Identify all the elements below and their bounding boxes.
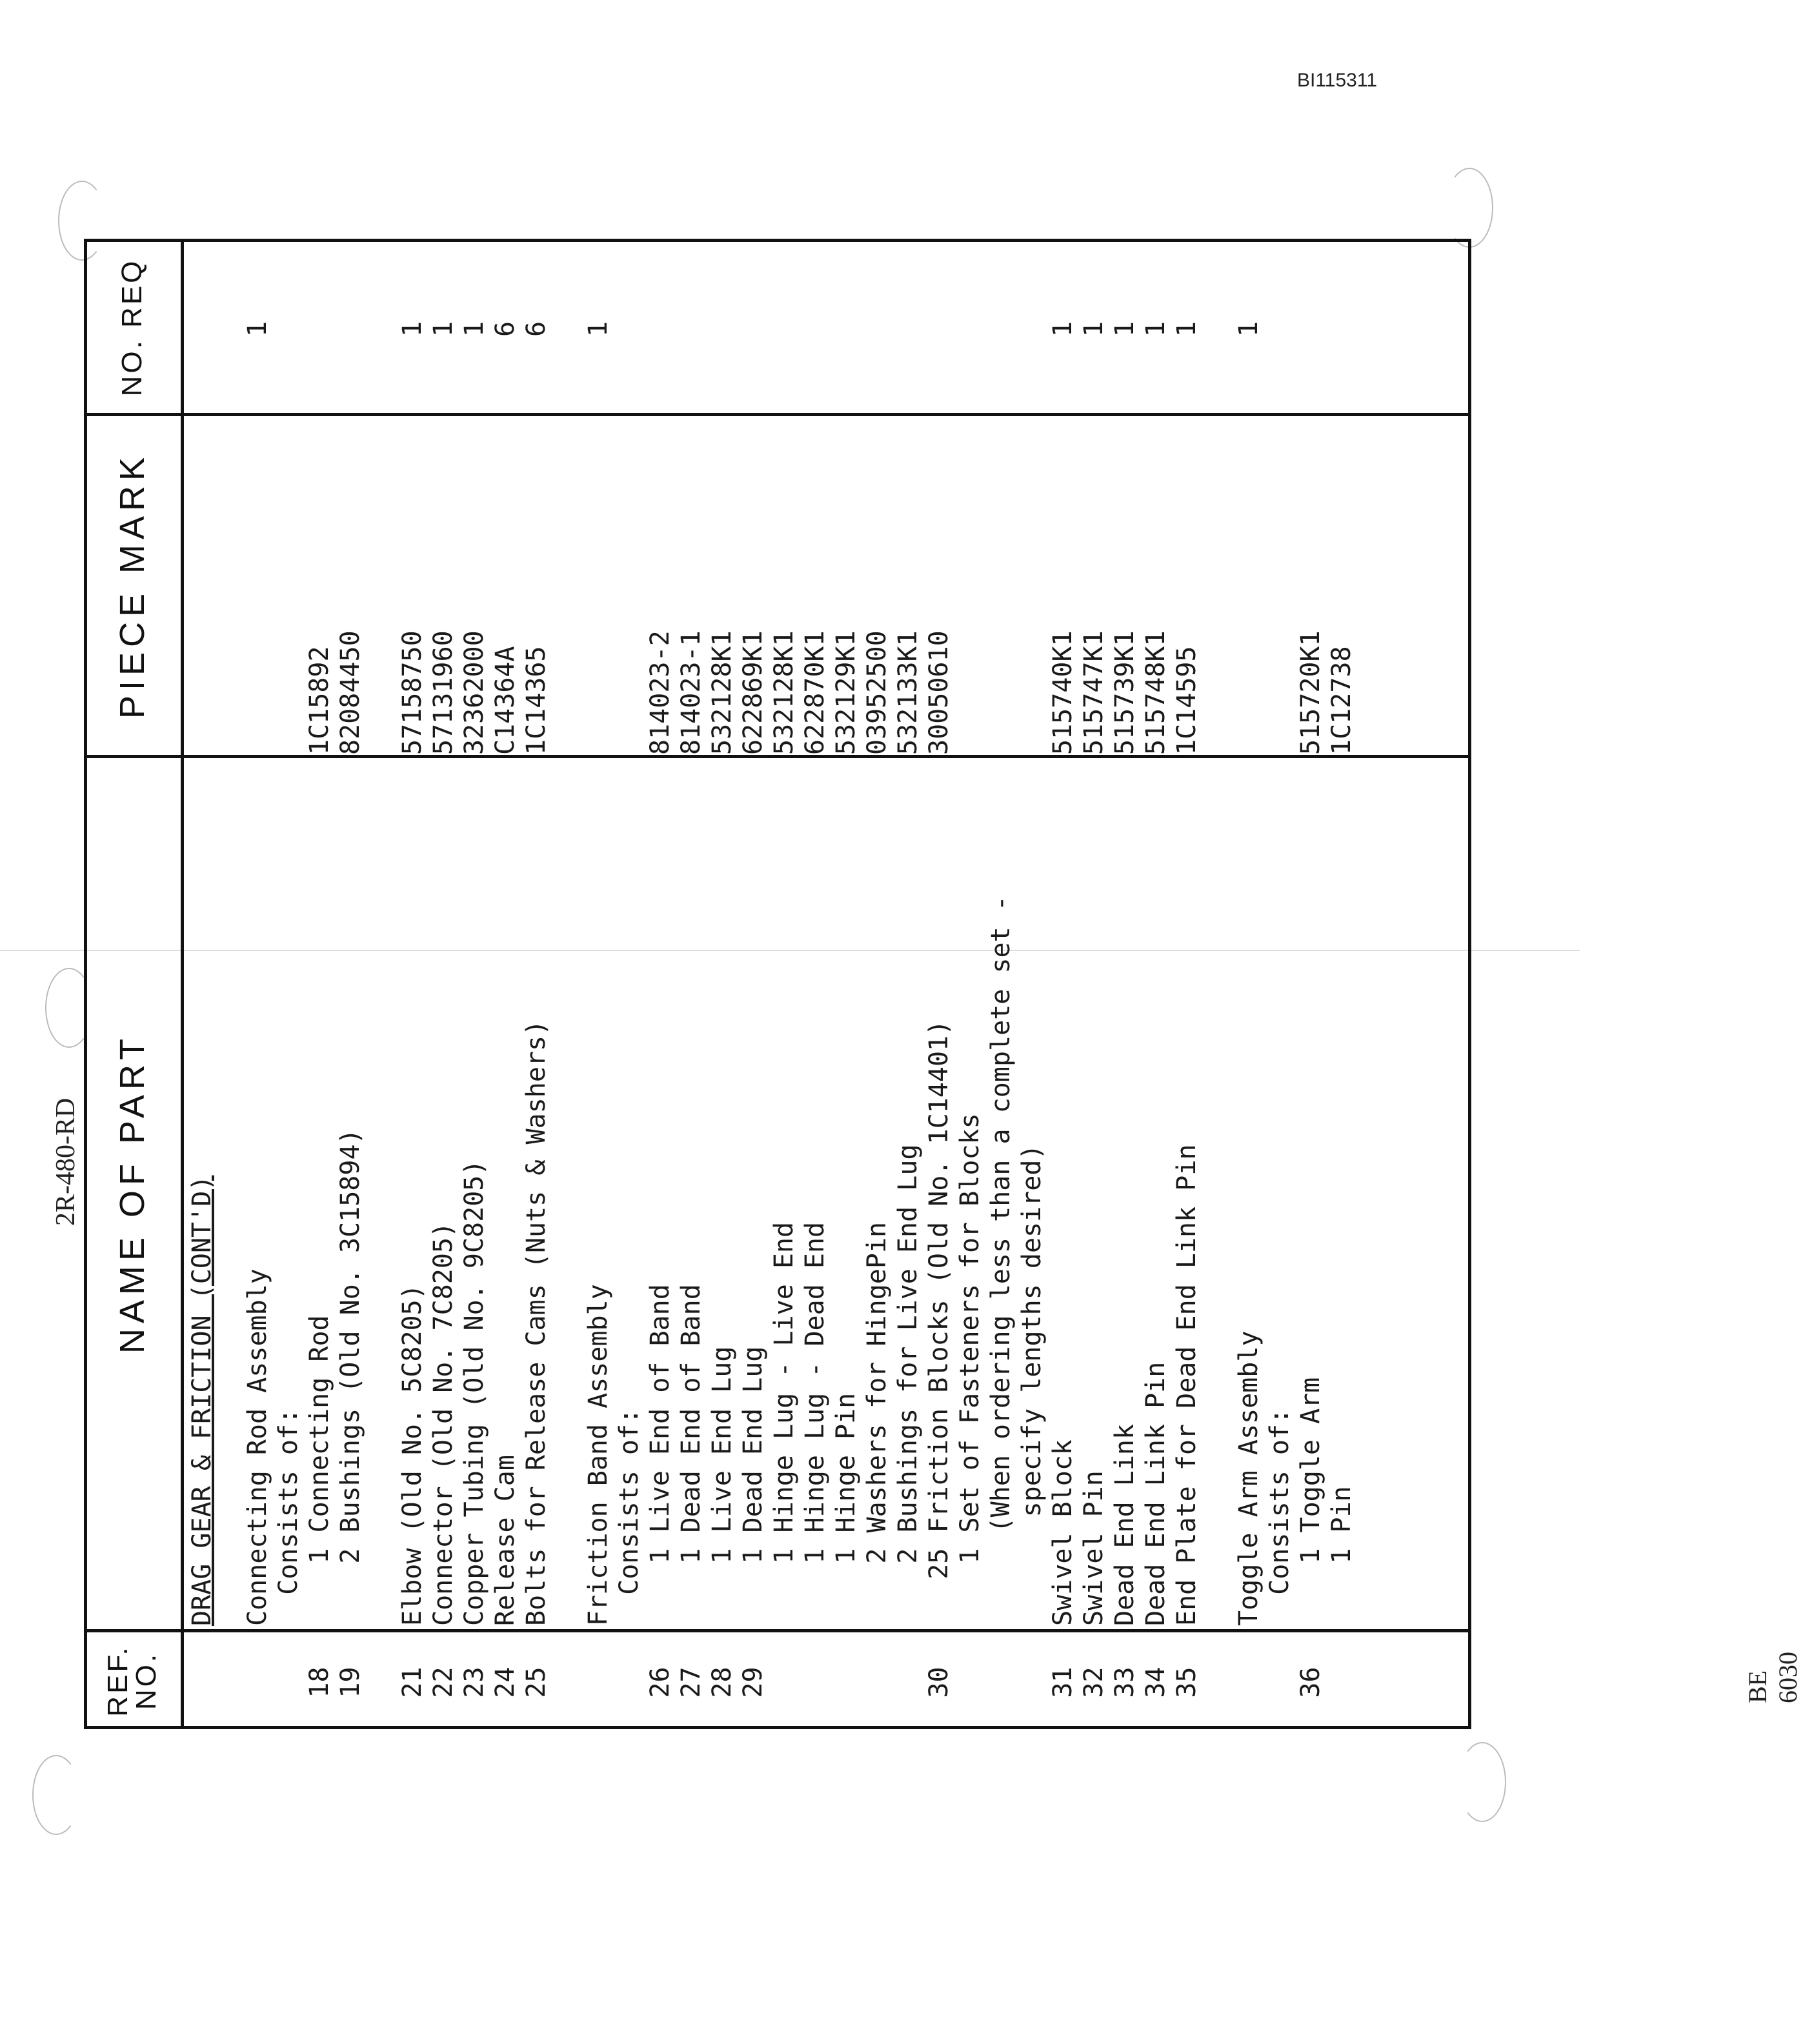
name-cell: Friction Band Assembly	[583, 1284, 613, 1626]
header-piece-mark: PIECE MARK	[113, 452, 152, 719]
ref-cell: 28	[707, 1667, 737, 1698]
name-cell: (When ordering less than a complete set -	[986, 896, 1016, 1626]
column-divider	[84, 755, 1471, 758]
mark-cell: 515739K1	[1110, 630, 1140, 755]
punch-hole-bottom	[32, 1755, 80, 1835]
req-cell	[274, 245, 303, 413]
ref-cell	[831, 1636, 861, 1729]
req-cell: 1	[1172, 321, 1202, 337]
mark-cell: 1C12738	[1327, 646, 1356, 755]
name-cell: 1 Dead End Lug	[738, 1346, 768, 1626]
mark-cell: 32362000	[459, 630, 489, 755]
mark-cell: 515740K1	[1048, 630, 1078, 755]
req-cell: 6	[490, 321, 520, 337]
parts-table	[84, 239, 1471, 1729]
req-cell	[1203, 245, 1233, 413]
req-cell	[1296, 245, 1325, 413]
name-cell: Consists of:	[614, 1408, 644, 1626]
name-cell: 1 Dead End of Band	[676, 1284, 706, 1626]
mark-cell: 814023-2	[645, 630, 675, 755]
ref-cell: 31	[1048, 1667, 1078, 1698]
req-cell	[800, 245, 830, 413]
req-cell	[769, 245, 799, 413]
mark-cell: 532128K1	[769, 630, 799, 755]
name-cell: specify lengths desired)	[1017, 1144, 1047, 1626]
name-cell: Bolts for Release Cams (Nuts & Washers)	[521, 1019, 551, 1626]
ref-cell	[1203, 1636, 1233, 1729]
ref-cell: 19	[336, 1667, 365, 1698]
side-code: 2R-480-RD	[51, 1097, 81, 1226]
req-cell	[1265, 245, 1294, 413]
name-cell: Dead End Link Pin	[1141, 1361, 1171, 1626]
punch-hole-bottom-right	[1458, 1742, 1506, 1822]
req-cell	[614, 245, 644, 413]
name-cell: End Plate for Dead End Link Pin	[1172, 1144, 1202, 1626]
ref-cell	[274, 1636, 303, 1729]
ref-cell: 22	[428, 1667, 458, 1698]
name-cell: 2 Bushings (Old No. 3C15894)	[336, 1128, 365, 1626]
mark-cell: 515748K1	[1141, 630, 1171, 755]
mark-cell: 82084450	[336, 630, 365, 755]
req-cell: 1	[583, 321, 613, 337]
req-cell	[893, 245, 923, 413]
ref-cell: 34	[1141, 1667, 1171, 1698]
req-cell	[552, 245, 582, 413]
req-cell: 1	[243, 321, 272, 337]
req-cell	[336, 245, 365, 413]
ref-cell	[1327, 1636, 1356, 1729]
req-cell: 1	[428, 321, 458, 337]
req-cell: 6	[521, 321, 551, 337]
name-cell: 1 Hinge Lug - Live End	[769, 1221, 799, 1626]
ref-cell: 29	[738, 1667, 768, 1698]
ref-cell: 27	[676, 1667, 706, 1698]
mark-cell: 622869K1	[738, 630, 768, 755]
ref-cell	[862, 1636, 892, 1729]
punch-hole-top-right	[1445, 168, 1493, 248]
ref-cell: 33	[1110, 1667, 1140, 1698]
ref-cell	[1017, 1636, 1047, 1729]
mark-cell: 532128K1	[707, 630, 737, 755]
mark-cell: 03952500	[862, 630, 892, 755]
mark-cell: 1C14365	[521, 646, 551, 755]
ref-cell: 35	[1172, 1667, 1202, 1698]
ref-cell: 24	[490, 1667, 520, 1698]
ref-cell	[1265, 1636, 1294, 1729]
ref-cell	[614, 1636, 644, 1729]
ref-cell: 23	[459, 1667, 489, 1698]
mark-cell: 814023-1	[676, 630, 706, 755]
name-cell: Release Cam	[490, 1455, 520, 1626]
name-cell: 2 Bushings for Live End Lug	[893, 1144, 923, 1626]
req-cell	[924, 245, 954, 413]
ref-cell: 30	[924, 1667, 954, 1698]
ref-cell	[367, 1636, 396, 1729]
mark-cell: 30050610	[924, 630, 954, 755]
ref-cell: 18	[305, 1667, 334, 1698]
req-cell	[1327, 245, 1356, 413]
header-name-of-part: NAME OF PART	[113, 1033, 152, 1354]
name-cell: Copper Tubing (Old No. 9C8205)	[459, 1159, 489, 1626]
req-cell: 1	[459, 321, 489, 337]
header-divider	[181, 239, 184, 1729]
name-cell: 1 Hinge Pin	[831, 1392, 861, 1626]
req-cell	[862, 245, 892, 413]
ref-cell	[583, 1636, 613, 1729]
name-cell: Connector (Old No. 7C8205)	[428, 1221, 458, 1626]
req-cell	[676, 245, 706, 413]
mark-cell: 1C15892	[305, 646, 334, 755]
name-cell: Swivel Pin	[1079, 1470, 1109, 1626]
name-cell: Consists of:	[1265, 1408, 1294, 1626]
req-cell: 1	[1110, 321, 1140, 337]
ref-cell	[552, 1636, 582, 1729]
header-no-req: NO. REQ	[116, 258, 148, 397]
ref-cell	[893, 1636, 923, 1729]
name-cell: 1 Set of Fasteners for Blocks	[955, 1113, 985, 1626]
name-cell: Dead End Link	[1110, 1423, 1140, 1626]
mark-cell: 532133K1	[893, 630, 923, 755]
ref-cell: 36	[1296, 1667, 1325, 1698]
section-title: DRAG GEAR & FRICTION (CONT'D)	[187, 1175, 217, 1626]
req-cell	[305, 245, 334, 413]
name-cell: Elbow (Old No. 5C8205)	[398, 1284, 427, 1626]
ref-cell: 21	[398, 1667, 427, 1698]
name-cell: Consists of:	[274, 1408, 303, 1626]
req-cell	[986, 245, 1016, 413]
name-cell: Connecting Rod Assembly	[243, 1268, 272, 1626]
ref-cell	[800, 1636, 830, 1729]
req-cell	[645, 245, 675, 413]
req-cell	[367, 245, 396, 413]
ref-cell	[243, 1636, 272, 1729]
mark-cell: 515720K1	[1296, 630, 1325, 755]
req-cell: 1	[1234, 321, 1264, 337]
name-cell: 1 Hinge Lug - Dead End	[800, 1221, 830, 1626]
ref-cell: 25	[521, 1667, 551, 1698]
mark-cell: 515747K1	[1079, 630, 1109, 755]
ref-cell	[955, 1636, 985, 1729]
mark-cell: 622870K1	[800, 630, 830, 755]
req-cell	[955, 245, 985, 413]
ref-cell: 26	[645, 1667, 675, 1698]
req-cell	[831, 245, 861, 413]
mark-cell: 57131960	[428, 630, 458, 755]
name-cell: 1 Pin	[1327, 1486, 1356, 1626]
ref-cell	[986, 1636, 1016, 1729]
name-cell: 2 Washers for HingePin	[862, 1221, 892, 1626]
form-code: BE 6030	[1743, 1652, 1802, 1703]
name-cell: Swivel Block	[1048, 1439, 1078, 1626]
req-cell: 1	[1048, 321, 1078, 337]
req-cell: 1	[1141, 321, 1171, 337]
document-id: BI115311	[1297, 70, 1377, 91]
req-cell	[1017, 245, 1047, 413]
name-cell: 1 Live End of Band	[645, 1284, 675, 1626]
mark-cell: C14364A	[490, 646, 520, 755]
ref-cell	[769, 1636, 799, 1729]
column-divider	[84, 1629, 1471, 1632]
req-cell: 1	[1079, 321, 1109, 337]
name-cell: 1 Connecting Rod	[305, 1315, 334, 1626]
req-cell	[707, 245, 737, 413]
mark-cell: 57158750	[398, 630, 427, 755]
mark-cell: 532129K1	[831, 630, 861, 755]
header-ref-no: REF. NO.	[102, 1645, 162, 1717]
ref-cell	[1234, 1636, 1264, 1729]
ref-cell: 32	[1079, 1667, 1109, 1698]
name-cell: 25 Friction Blocks (Old No. 1C14401)	[924, 1019, 954, 1626]
name-cell: 1 Toggle Arm	[1296, 1377, 1325, 1626]
req-cell: 1	[398, 321, 427, 337]
column-divider	[84, 413, 1471, 416]
mark-cell: 1C14595	[1172, 646, 1202, 755]
name-cell: Toggle Arm Assembly	[1234, 1330, 1264, 1626]
name-cell: 1 Live End Lug	[707, 1346, 737, 1626]
req-cell	[738, 245, 768, 413]
